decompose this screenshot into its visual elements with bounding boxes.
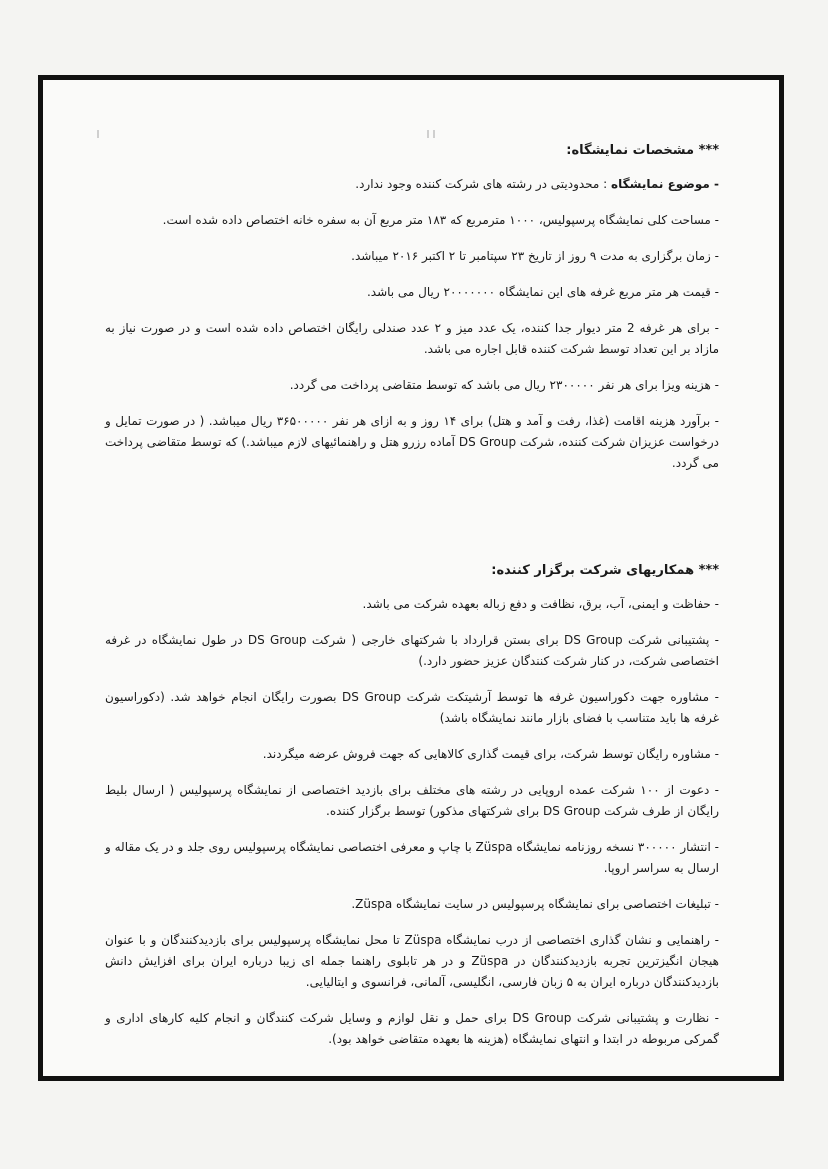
list-item: - تبلیغات اختصاصی برای نمایشگاه پرسپولیس در سایت نمایشگاه Züspa. xyxy=(351,897,719,911)
list-item: - راهنمایی و نشان گذاری اختصاصی از درب نمایشگاه Züspa تا محل نمایشگاه پرسپولیس برای بازدیدکنندگان و با عنوان هیجان انگیزترین تجربه بازدیدکنندگان در Züspa و در هر تابلوی راهنما جمله ای زیبا درباره ایران برای افزایش دانش بازدیدکنندگان درباره ایران به ۵ زبان فارسی، انگلیسی، آلمانی، فرانسوی و ایتالیایی. xyxy=(105,933,719,989)
scan-artifact xyxy=(97,130,99,138)
list-item: - برآورد هزینه اقامت (غذا، رفت و آمد و هتل) برای ۱۴ روز و به ازای هر نفر ۳۶۵۰۰۰۰۰ ریال میباشد. ( در صورت تمایل و درخواست عزیزان شرکت کننده، شرکت DS Group آماده رزرو هتل و راهنمائیهای لازم میباشد.) که توسط متقاضی پرداخت می گردد. xyxy=(105,414,719,470)
topic-label: - موضوع نمایشگاه xyxy=(611,177,719,191)
list-item: - پشتیبانی شرکت DS Group برای بستن قرارداد با شرکتهای خارجی ( شرکت DS Group در طول نمایشگاه در غرفه اختصاصی شرکت، در کنار شرکت کنندگان عزیز حضور دارد.) xyxy=(105,633,719,668)
list-item-topic xyxy=(105,174,719,195)
list-item: - نظارت و پشتیبانی شرکت DS Group برای حمل و نقل لوازم و وسایل شرکت کنندگان و انجام کلیه کارهای اداری و گمرکی مربوطه در ابتدا و انتهای نمایشگاه (هزینه ها بعهده متقاضی خواهد بود). xyxy=(105,1011,719,1046)
list-item: - قیمت هر متر مربع غرفه های این نمایشگاه ۲۰۰۰۰۰۰۰ ریال می باشد. xyxy=(366,285,719,299)
topic-text: : محدودیتی در رشته های شرکت کننده وجود ندارد. xyxy=(355,177,608,191)
list-item: - زمان برگزاری به مدت ۹ روز از تاریخ ۲۳ سپتامبر تا ۲ اکتبر ۲۰۱۶ میباشد. xyxy=(351,249,719,263)
list-item: - مشاوره رایگان توسط شرکت، برای قیمت گذاری کالاهایی که جهت فروش عرضه میگردند. xyxy=(262,747,719,761)
list-item: - حفاظت و ایمنی، آب، برق، نظافت و دفع زباله بعهده شرکت می باشد. xyxy=(362,597,719,611)
scan-artifact xyxy=(427,130,429,138)
section-title-organizer-cooperation: *** همکاریهای شرکت برگزار کننده: xyxy=(491,563,719,578)
page-border-frame xyxy=(38,75,784,1081)
list-item: - هزینه ویزا برای هر نفر ۲۳۰۰۰۰۰ ریال می باشد که توسط متقاضی پرداخت می گردد. xyxy=(289,378,719,392)
list-item: - دعوت از ۱۰۰ شرکت عمده اروپایی در رشته های مختلف برای بازدید اختصاصی از نمایشگاه پرسپولیس ( ارسال بلیط رایگان از طرف شرکت DS Group برای شرکتهای مذکور) توسط برگزار کننده. xyxy=(105,783,720,818)
scan-artifact xyxy=(433,130,435,138)
section-title-exhibition-specs: *** مشخصات نمایشگاه: xyxy=(566,143,719,158)
list-item: - انتشار ۳۰۰۰۰۰ نسخه روزنامه نمایشگاه Züspa با چاپ و معرفی اختصاصی نمایشگاه پرسپولیس روی جلد و در یک مقاله و ارسال به سراسر اروپا. xyxy=(105,840,719,875)
list-item: - مشاوره جهت دکوراسیون غرفه ها توسط آرشیتکت شرکت DS Group بصورت رایگان انجام خواهد شد. (دکوراسیون غرفه ها باید متناسب با فضای بازار مانند نمایشگاه باشد) xyxy=(105,690,719,725)
list-item: - برای هر غرفه 2 متر دیوار جدا کننده، یک عدد میز و ۲ عدد صندلی رایگان اختصاص داده شده است و در صورت نیاز به مازاد بر این تعداد توسط شرکت کننده قابل اجاره می باشد. xyxy=(105,321,719,356)
list-item: - مساحت کلی نمایشگاه پرسپولیس، ۱۰۰۰ مترمربع که ۱۸۳ متر مربع آن به سفره خانه اختصاص داده شده است. xyxy=(162,213,719,227)
document-body xyxy=(105,140,719,1065)
